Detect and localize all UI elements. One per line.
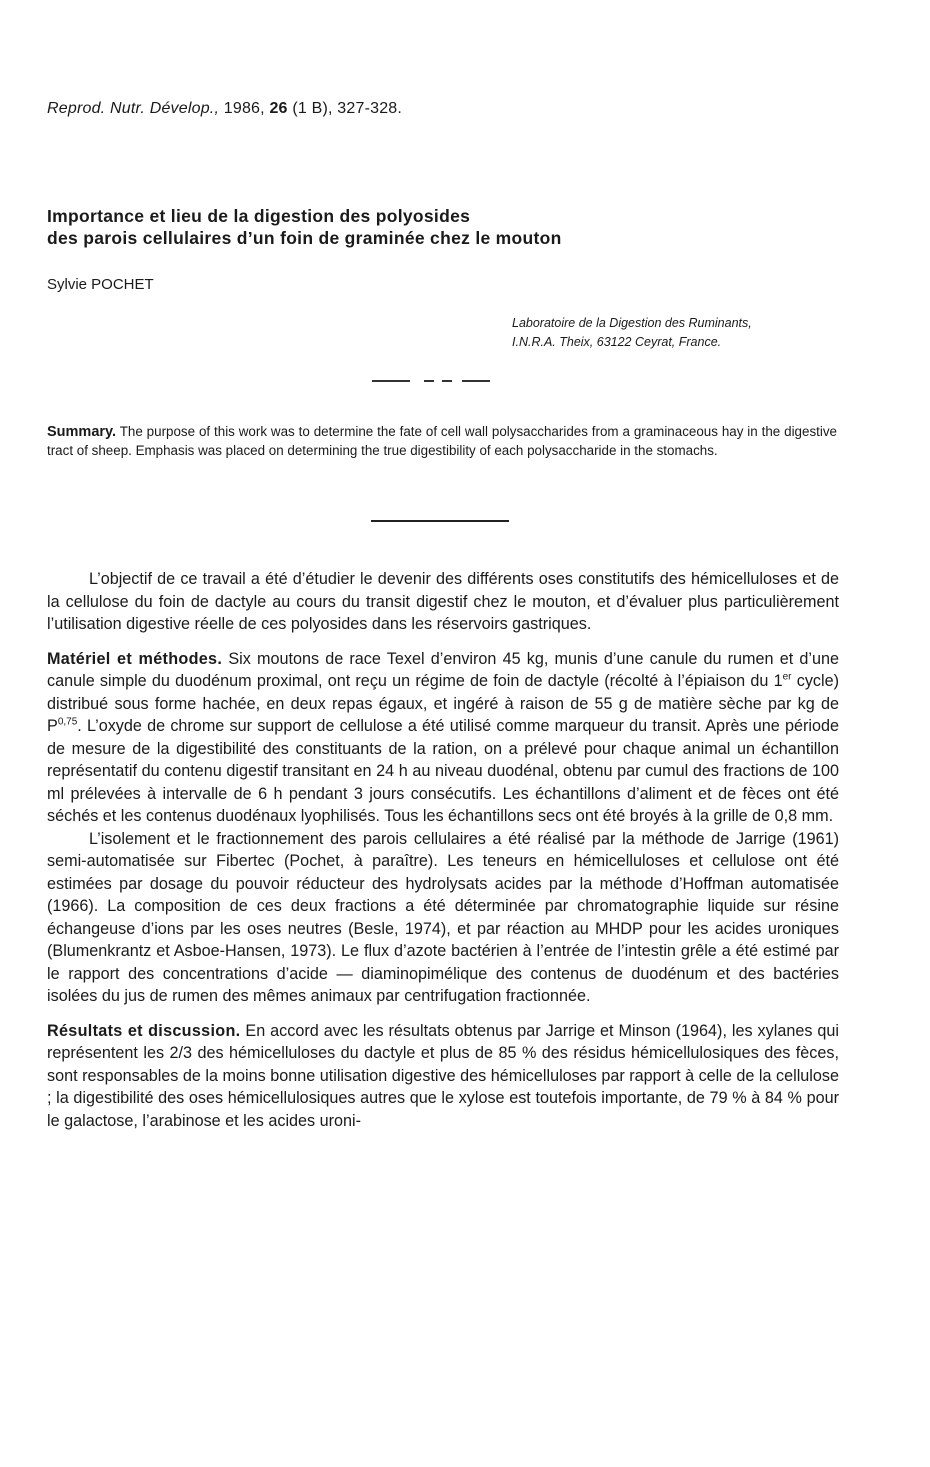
results-paragraph: [47, 1020, 839, 1133]
title-line-1: Importance et lieu de la digestion des polyosides: [47, 206, 471, 226]
section-divider: [371, 520, 509, 522]
methods-paragraph: [47, 648, 839, 828]
author-name: Sylvie POCHET: [47, 276, 154, 293]
methods-paragraph-2: L’isolement et le fractionnement des parois cellulaires a été réalisé par la méthode de Jarrige (1961) semi-automatisée sur Fibertec (Pochet, à paraître). Les teneurs en hémicelluloses et cellulose ont été estimées par dosage du pouvoir réducteur des hydrolysats acides par la méthode d’Hoffman automatisée (1966). La composition de ces deux fractions a été déterminée par chromatographie liquide sur résine échangeuse d’ions par les oses neutres (Besle, 1974), et par réaction au MHDP pour les acides uroniques (Blumenkrantz et Asboe-Hansen, 1973). Le flux d’azote bactérien à l’entrée de l’intestin grêle a été estimé par le rapport des concentrations d’acide — diaminopimélique des contenus de duodénum et des bactéries isolées du jus de rumen des mêmes animaux par centrifugation fractionnée.: [47, 829, 839, 1005]
article-title: [47, 205, 867, 249]
citation-year: 1986,: [223, 100, 265, 117]
affiliation-line-1: Laboratoire de la Digestion des Ruminants,: [512, 316, 752, 330]
methods-text-b: cycle) distribué sous forme hachée, en deux repas égaux, et ingéré à raison de 55 g de matière sèche par kg de P: [47, 672, 839, 735]
dash-separator: [372, 380, 492, 384]
journal-citation: [47, 100, 402, 118]
summary-text: The purpose of this work was to determine the fate of cell wall polysaccharides from a graminaceous hay in the digestive tract of sheep. Emphasis was placed on determining the true digestibility of each polysaccharide in the stomachs.: [47, 424, 837, 458]
methods-text-a: Six moutons de race Texel d’environ 45 kg, munis d’une canule du rumen et d’une canule simple du duodénum proximal, ont reçu un régime de foin de dactyle (récolté à l’épiaison du 1: [47, 649, 839, 690]
title-line-2: des parois cellulaires d’un foin de graminée chez le mouton: [47, 228, 562, 248]
affiliation: [512, 314, 852, 352]
methods-text-c: . L’oxyde de chrome sur support de cellulose a été utilisé comme marqueur du transit. Après une période de mesure de la digestibilité des constituants de la ration, on a prélevé pour chaque animal un échantillon représentatif du contenu digestif transitant en 24 h au niveau duodénal, obtenu par cumul des fractions de 100 ml prélevées à intervalle de 6 h pendant 3 jours consécutifs. Les échantillons d’aliment et de fèces ont été séchés et les contenus duodénaux lyophilisés. Tous les échantillons secs ont été broyés à la grille de 0,8 mm.: [47, 717, 839, 825]
methods-heading: Matériel et méthodes.: [47, 649, 223, 668]
results-heading: Résultats et discussion.: [47, 1021, 241, 1040]
summary-block: [47, 423, 837, 460]
article-body: [47, 568, 839, 1132]
methods-sup-1: er: [782, 671, 792, 683]
summary-label: Summary.: [47, 424, 117, 440]
methods-sup-2: 0,75: [57, 716, 78, 728]
citation-pages: (1 B), 327-328.: [292, 100, 403, 117]
citation-volume: 26: [269, 100, 288, 117]
intro-paragraph: L’objectif de ce travail a été d’étudier le devenir des différents oses constitutifs des hémicelluloses et de la cellulose du foin de dactyle au cours du transit digestif chez le mouton, et d’évaluer plus particulièrement l’utilisation digestive réelle de ces polyosides dans les réservoirs gastriques.: [47, 570, 839, 633]
journal-name: Reprod. Nutr. Dévelop.,: [47, 100, 220, 117]
results-text: En accord avec les résultats obtenus par Jarrige et Minson (1964), les xylanes qui représentent les 2/3 des hémicelluloses du dactyle et plus de 85 % des résidus hémicellulosiques des fèces, sont responsables de la moins bonne utilisation digestive des hémicelluloses par rapport à celle de la cellulose ; la digestibilité des oses hémicellulosiques autres que le xylose est toutefois importante, de 79 % à 84 % pour le galactose, l’arabinose et les acides uroni-: [47, 1021, 839, 1130]
affiliation-line-2: I.N.R.A. Theix, 63122 Ceyrat, France.: [512, 335, 722, 349]
